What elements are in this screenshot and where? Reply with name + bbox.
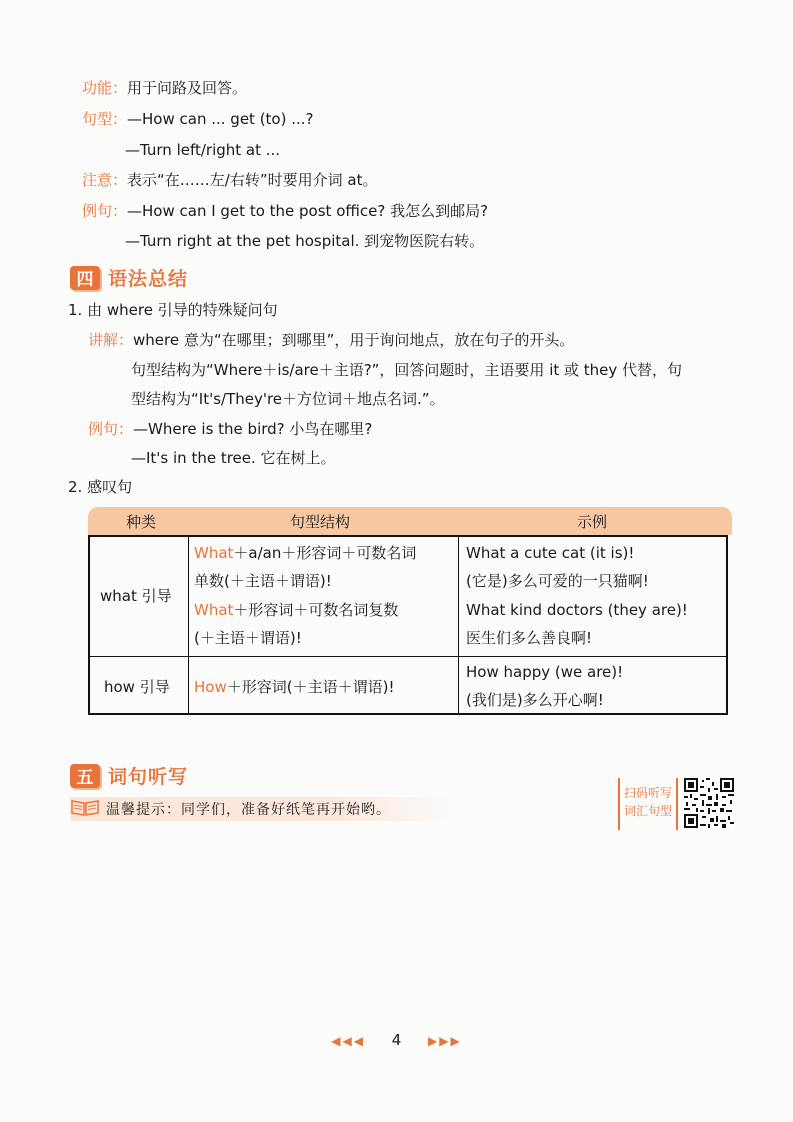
pattern-label: 句型： [82,110,128,128]
example-line2: —Turn right at the pet hospital. 到宠物医院右转。 [125,232,485,250]
grammar-item2-title: 2. 感叹句 [68,478,133,496]
grammar-example-line1: —Where is the bird? 小鸟在哪里? [133,420,373,438]
note-text: 表示“在……左/右转”时要用介词 at。 [127,171,378,189]
row-what-example3: What kind doctors (they are)! [466,601,688,619]
header-type: 种类 [126,513,157,531]
tip-banner [70,797,450,821]
struct-keyword: What [194,601,234,619]
header-structure: 句型结构 [290,513,351,531]
struct-keyword: How [194,678,227,696]
table-divider [458,537,459,713]
qr-caption [618,778,678,830]
qr-caption-line2: 词汇句型 [623,804,672,818]
section-four-header [70,264,188,291]
example-label: 例句： [82,202,128,220]
grammar-example-label: 例句： [88,420,134,438]
section-five-title: 词句听写 [108,766,189,788]
function-line [82,78,247,98]
table-divider [188,537,189,713]
pattern-line1: —How can ... get (to) ...? [127,110,314,128]
qr-code-icon[interactable] [684,778,734,828]
table-divider [90,656,726,657]
struct-text: ＋形容词(＋主语＋谓语)! [226,678,395,696]
section-five-badge: 五 [70,764,100,788]
note-label: 注意： [82,171,128,189]
page-footer [0,1031,793,1049]
grammar-example-line [88,419,372,439]
explain-line1 [88,330,574,350]
row-what-struct-b-line2: (＋主语＋谓语)! [194,629,302,647]
table-body [88,535,728,715]
struct-text: ＋a/an＋形容词＋可数名词 [233,544,417,562]
explain-line2: 句型结构为“Where＋is/are＋主语?”，回答问题时，主语要用 it 或 they 代替，句 [131,361,683,379]
qr-caption-line1: 扫码听写 [623,786,672,800]
row-what-type: what 引导 [100,587,172,605]
pattern-line [82,109,314,129]
open-book-icon [70,797,100,821]
row-what-struct-a [194,539,416,568]
row-how-example2: (我们是)多么开心啊! [466,691,604,709]
note-line [82,170,377,190]
grammar-example-line2: —It's in the tree. 它在树上。 [131,449,336,467]
header-example: 示例 [577,513,608,531]
table-header [88,507,732,535]
example-line1: —How can I get to the post office? 我怎么到邮局? [127,202,489,220]
section-four-title: 语法总结 [108,268,189,290]
row-what-example1: What a cute cat (it is)! [466,544,635,562]
explain-line3: 型结构为“It's/They're＋方位词＋地点名词.”。 [131,390,445,408]
section-four-badge: 四 [70,266,100,290]
row-how-example1: How happy (we are)! [466,663,624,681]
section-five-header [70,762,188,789]
struct-text: ＋形容词＋可数名词复数 [233,601,399,619]
row-how-struct [194,673,394,702]
function-text: 用于问路及回答。 [127,79,248,97]
page-number: 4 [391,1031,402,1049]
row-what-struct-a-line2: 单数(＋主语＋谓语)! [194,572,332,590]
next-arrows-icon: ▶▶▶ [428,1034,462,1048]
function-label: 功能： [82,79,128,97]
example-line [82,201,488,221]
pattern-line2: —Turn left/right at ... [125,141,281,159]
row-how-type: how 引导 [104,678,170,696]
row-what-example2: (它是)多么可爱的一只猫啊! [466,572,649,590]
row-what-struct-b [194,596,398,625]
explain-text1: where 意为“在哪里；到哪里”，用于询问地点，放在句子的开头。 [133,331,575,349]
row-what-example4: 医生们多么善良啊! [466,629,593,647]
explain-label: 讲解： [88,331,134,349]
tip-text: 温馨提示：同学们，准备好纸笔再开始哟。 [106,802,391,818]
struct-keyword: What [194,544,234,562]
grammar-item1-title: 1. 由 where 引导的特殊疑问句 [68,301,278,319]
prev-arrows-icon: ◀◀◀ [331,1034,365,1048]
